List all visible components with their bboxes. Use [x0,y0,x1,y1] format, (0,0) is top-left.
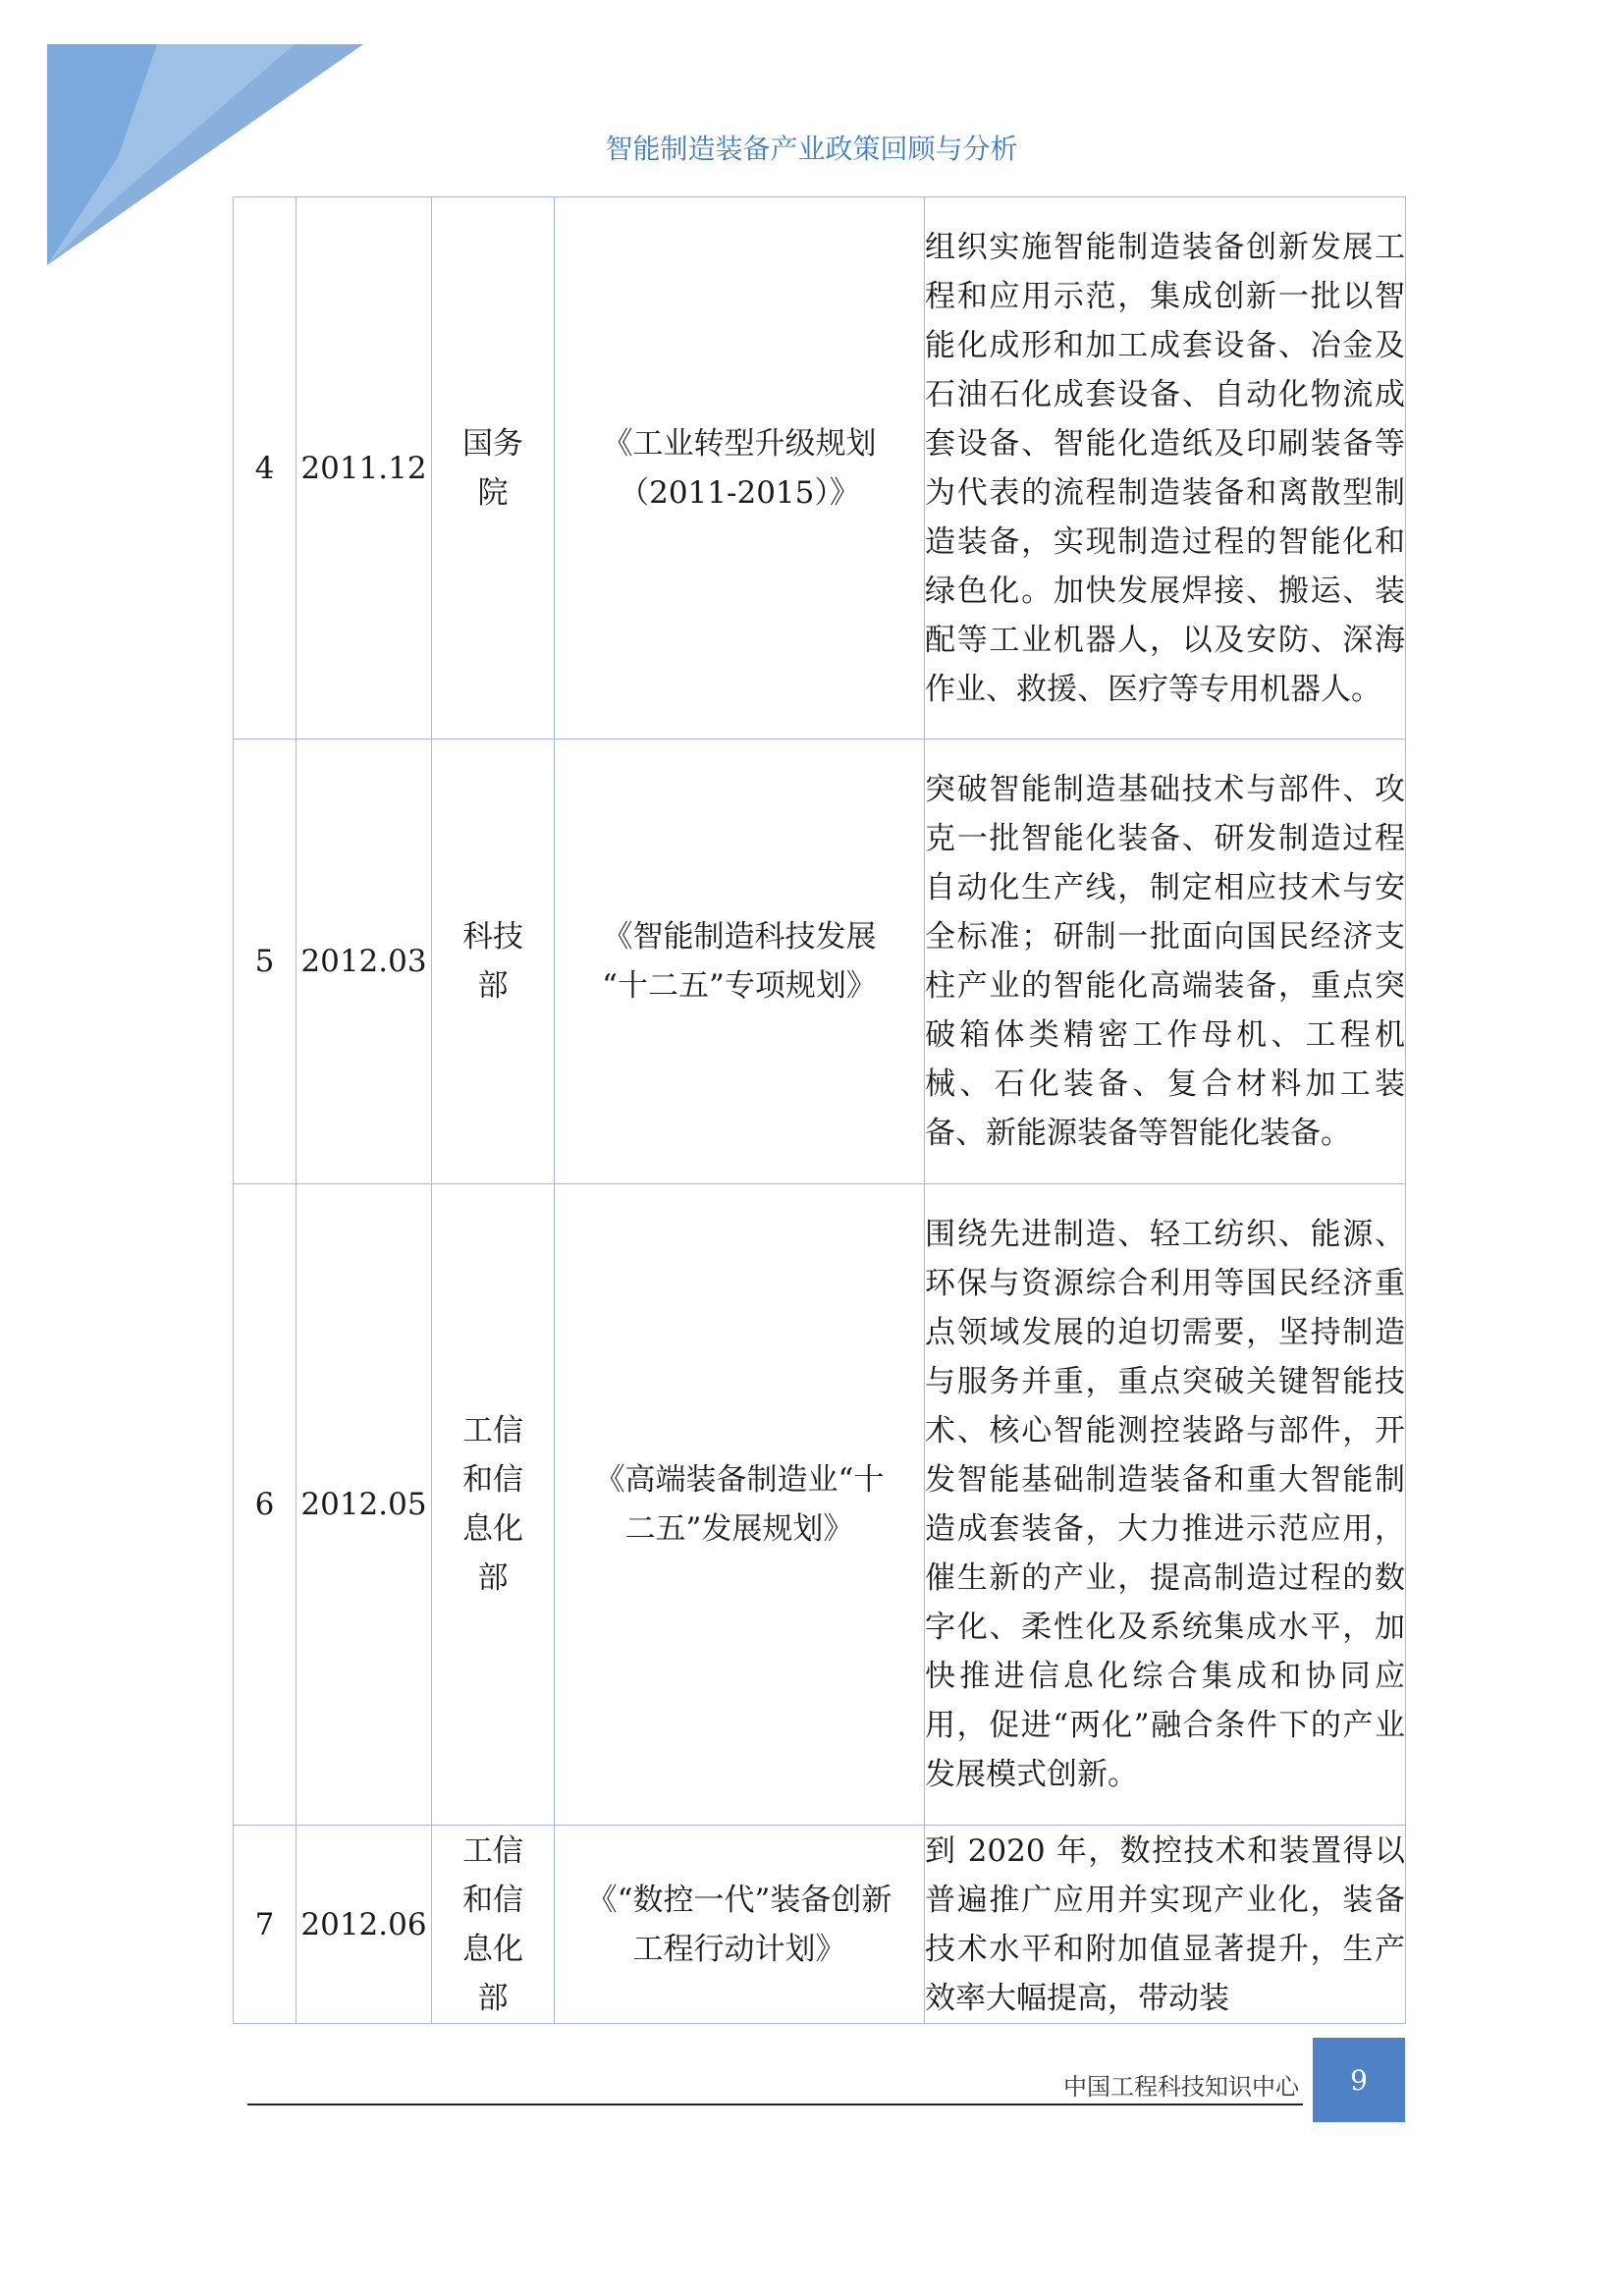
row-date: 2012.06 [297,1826,432,2024]
header-title: 智能制造装备产业政策回顾与分析 [605,133,1018,165]
row-number: 5 [234,739,297,1184]
row-date: 2011.12 [297,197,432,739]
row-content: 组织实施智能制造装备创新发展工程和应用示范，集成创新一批以智能化成形和加工成套设备、冶金及石油石化成套设备、自动化物流成套设备、智能化造纸及印刷装备等为代表的流程制造装备和离散型制造装备，实现制造过程的智能化和绿色化。加快发展焊接、搬运、装配等工业机器人，以及安防、深海作业、救援、医疗等专用机器人。 [925,197,1406,739]
table-row [234,739,1406,1184]
footer-divider [247,2104,1303,2105]
row-document: 《“数控一代”装备创新 工程行动计划》 [555,1826,925,2024]
page-number: 9 [1313,2038,1405,2122]
row-document: 《工业转型升级规划 （2011-2015）》 [555,197,925,739]
table-row [234,197,1406,739]
row-date: 2012.05 [297,1184,432,1826]
row-department: 国务 院 [432,197,555,739]
table-row [234,1184,1406,1826]
row-content: 到 2020 年，数控技术和装置得以普遍推广应用并实现产业化，装备技术水平和附加值显著提升，生产效率大幅提高，带动装 [925,1826,1406,2024]
row-number: 6 [234,1184,297,1826]
row-document: 《高端装备制造业“十 二五”发展规划》 [555,1184,925,1826]
row-date: 2012.03 [297,739,432,1184]
footer-organization: 中国工程科技知识中心 [1063,2073,1299,2101]
policy-table [233,196,1406,2024]
row-department: 工信 和信 息化 部 [432,1826,555,2024]
row-department: 科技 部 [432,739,555,1184]
row-content: 围绕先进制造、轻工纺织、能源、环保与资源综合利用等国民经济重点领域发展的迫切需要，坚持制造与服务并重，重点突破关键智能技术、核心智能测控装路与部件，开发智能基础制造装备和重大智能制造成套装备，大力推进示范应用，催生新的产业，提高制造过程的数字化、柔性化及系统集成水平，加快推进信息化综合集成和协同应用，促进“两化”融合条件下的产业发展模式创新。 [925,1184,1406,1826]
row-number: 4 [234,197,297,739]
row-number: 7 [234,1826,297,2024]
table-row [234,1826,1406,2024]
row-department: 工信 和信 息化 部 [432,1184,555,1826]
row-document: 《智能制造科技发展 “十二五”专项规划》 [555,739,925,1184]
row-content: 突破智能制造基础技术与部件、攻克一批智能化装备、研发制造过程自动化生产线，制定相应技术与安全标准；研制一批面向国民经济支柱产业的智能化高端装备，重点突破箱体类精密工作母机、工程机械、石化装备、复合材料加工装备、新能源装备等智能化装备。 [925,739,1406,1184]
